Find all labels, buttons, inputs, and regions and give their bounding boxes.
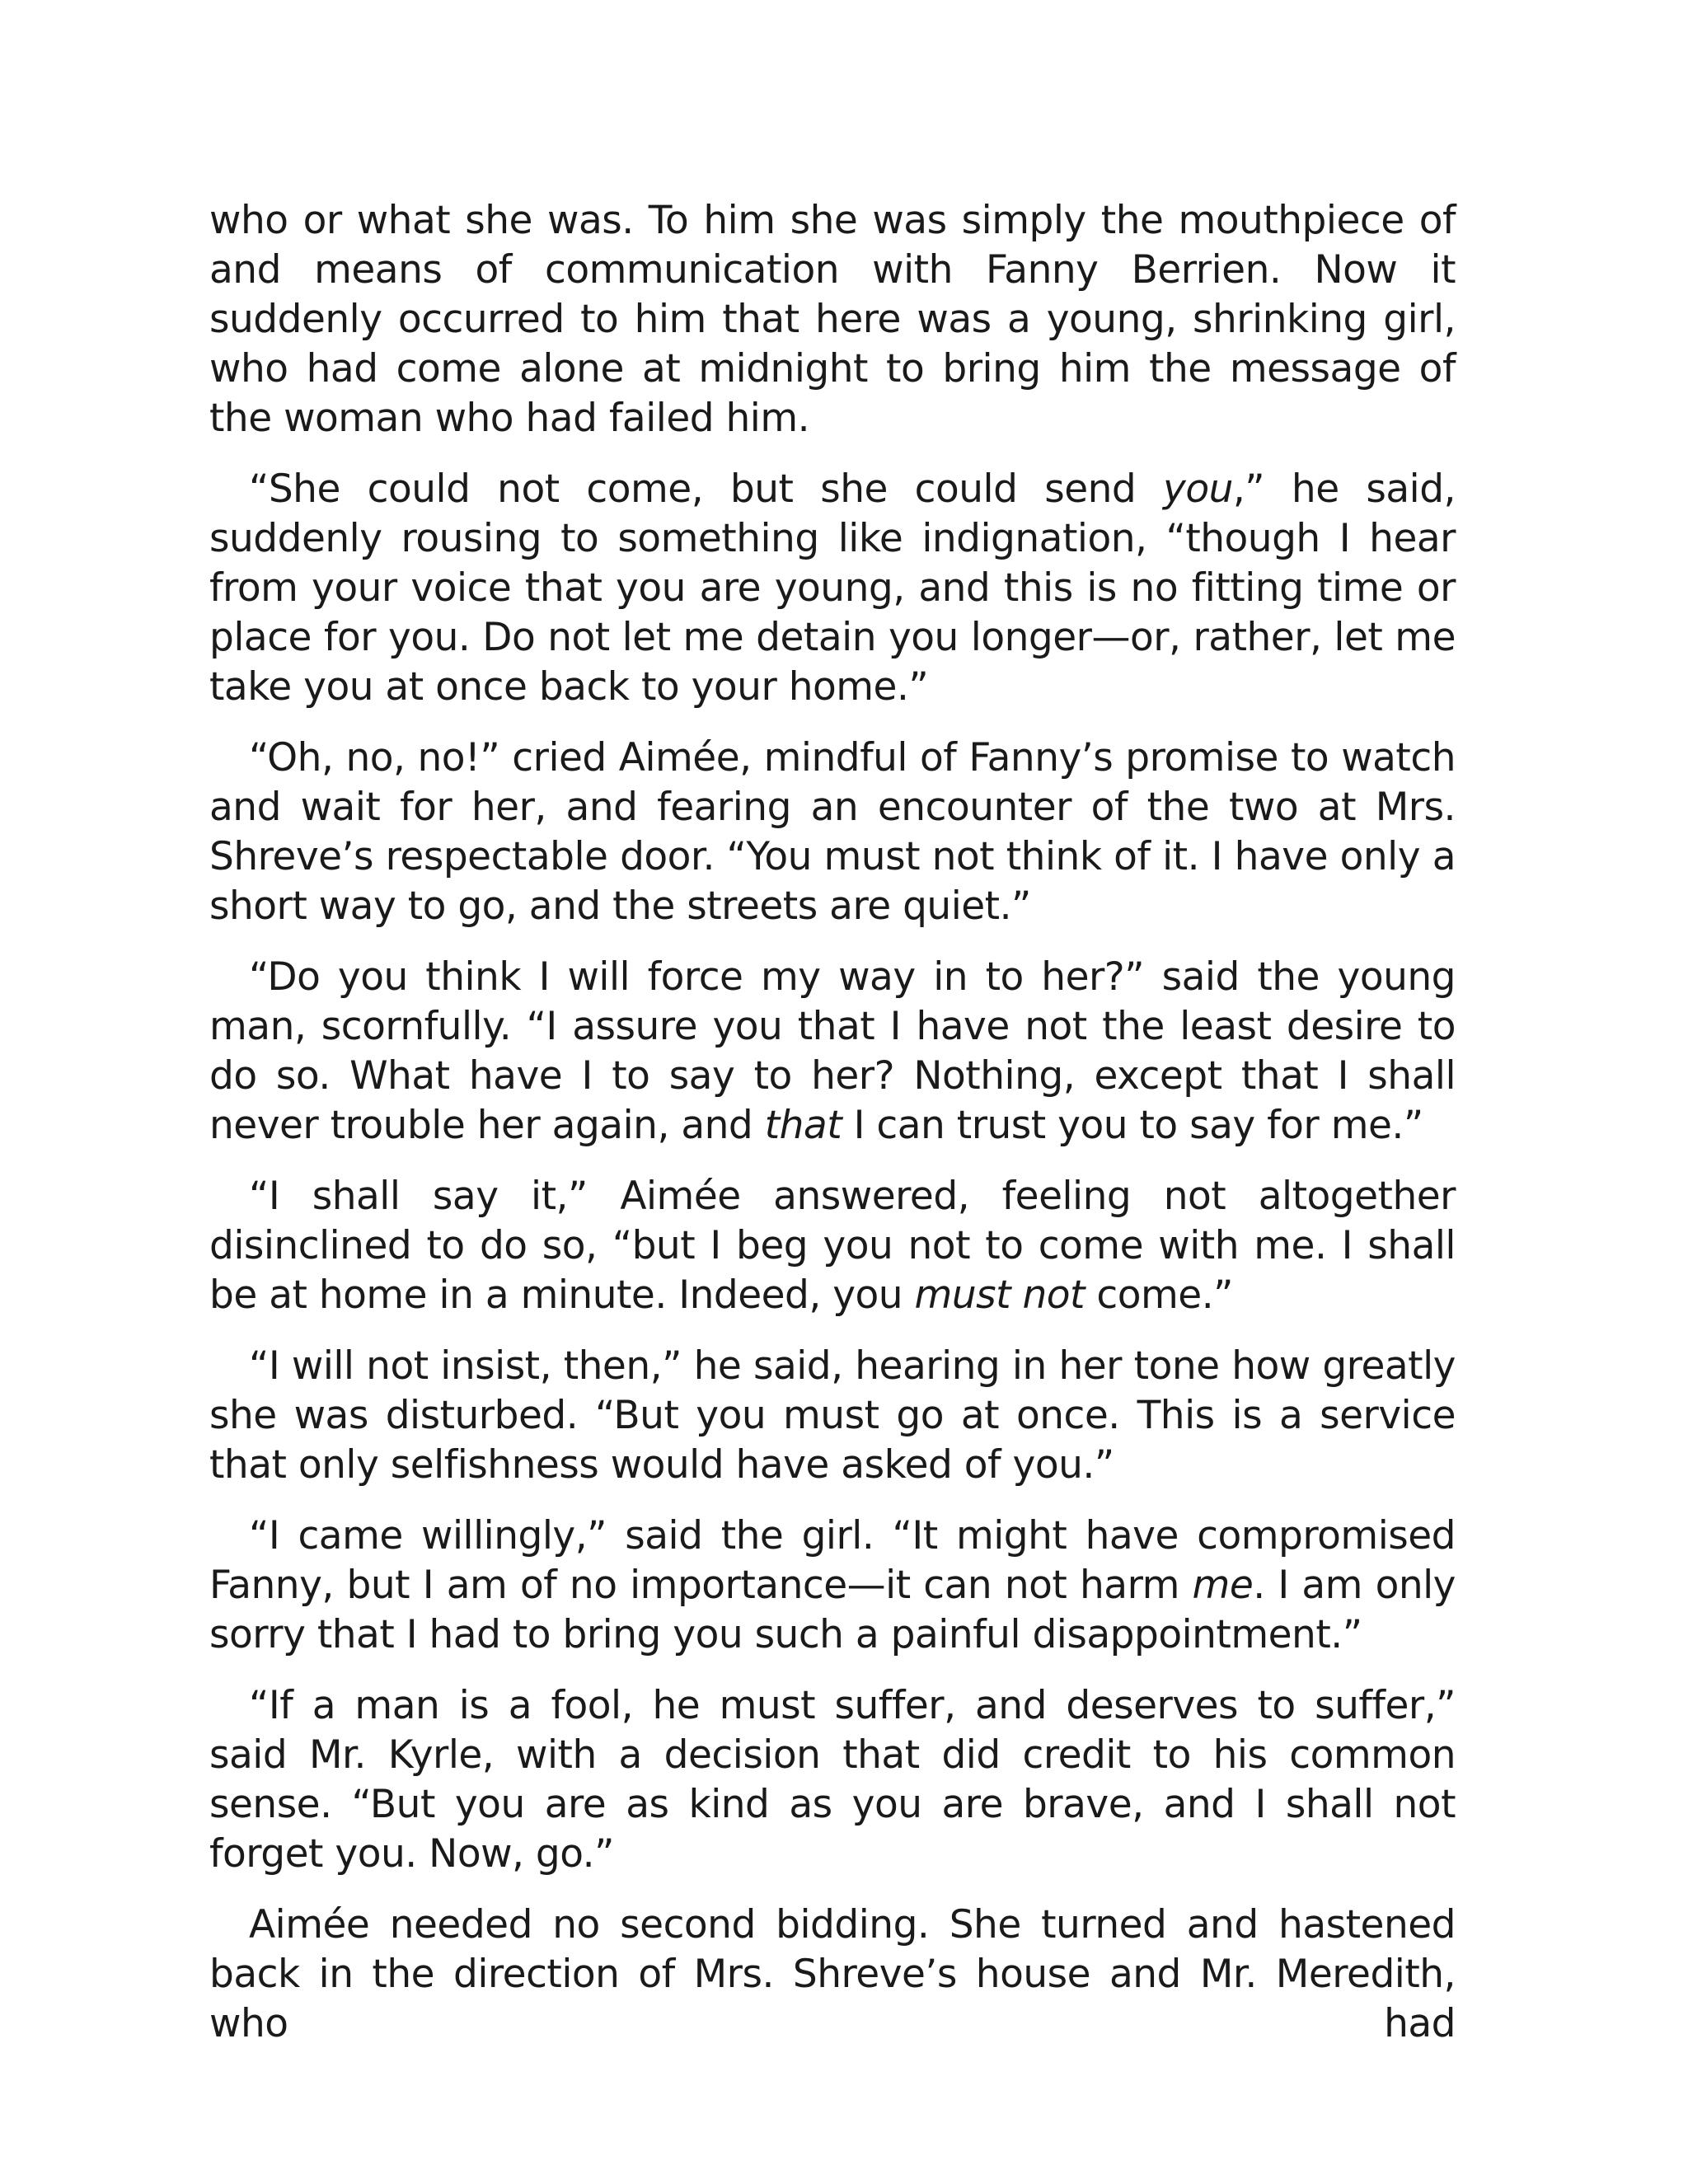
- paragraph-text: I can trust you to say for me.”: [842, 1103, 1423, 1148]
- paragraph-text: come.”: [1084, 1272, 1233, 1318]
- paragraph-text: ,” he said, suddenly rousing to something like indignation, “though I hear from your voice that you are young, and this is no fitting time or place for you. Do not let me detain you longer—or, rather, let me take you at once back to your home.”: [209, 466, 1456, 710]
- italic-emphasis: that: [764, 1103, 842, 1148]
- paragraph-4: [209, 953, 1456, 1151]
- paragraph-text: “She could not come, but she could send: [249, 466, 1163, 512]
- paragraph-text: “Oh, no, no!” cried Aimée, mindful of Fanny’s promise to watch and wait for her, and fearing an encounter of the two at Mrs. Shreve’s respectable door. “You must not think of it. I have only a short way to go, and the streets are quiet.”: [209, 735, 1456, 929]
- paragraph-text: “I came willingly,” said the girl. “It might have compromised Fanny, but I am of no importance—it can not harm: [209, 1513, 1456, 1608]
- italic-emphasis: me: [1192, 1563, 1254, 1608]
- paragraph-1: [209, 196, 1456, 443]
- italic-emphasis: must not: [914, 1272, 1085, 1318]
- paragraph-3: [209, 733, 1456, 931]
- paragraph-2: [209, 465, 1456, 712]
- paragraph-5: [209, 1172, 1456, 1320]
- paragraph-9: [209, 1900, 1456, 2049]
- paragraph-8: [209, 1681, 1456, 1879]
- paragraph-6: [209, 1342, 1456, 1490]
- italic-emphasis: you: [1163, 466, 1233, 512]
- paragraph-7: [209, 1511, 1456, 1660]
- body-text: [209, 196, 1456, 2049]
- paragraph-text: who or what she was. To him she was simply the mouthpiece of and means of communication with Fanny Berrien. Now it suddenly occurred to him that here was a young, shrinking girl, who had come alone at midnight to bring him the message of the woman who had failed him.: [209, 198, 1456, 441]
- paragraph-text: . I am only sorry that I had to bring you such a painful disappointment.”: [209, 1563, 1456, 1657]
- paragraph-text: “I will not insist, then,” he said, hearing in her tone how greatly she was disturbed. “But you must go at once. This is a service that only selfishness would have asked of you.”: [209, 1343, 1456, 1488]
- paragraph-text: “I shall say it,” Aimée answered, feeling not altogether disinclined to do so, “but I beg you not to come with me. I shall be at home in a minute. Indeed, you: [209, 1174, 1456, 1318]
- paragraph-text: “If a man is a fool, he must suffer, and deserves to suffer,” said Mr. Kyrle, with a decision that did credit to his common sense. “But you are as kind as you are brave, and I shall not forget you. Now, go.”: [209, 1683, 1456, 1877]
- paragraph-text: “Do you think I will force my way in to her?” said the young man, scornfully. “I assure you that I have not the least desire to do so. What have I to say to her? Nothing, except that I shall never trouble her again, and: [209, 954, 1456, 1148]
- paragraph-text: Aimée needed no second bidding. She turned and hastened back in the direction of Mrs. Shreve’s house and Mr. Meredith, who had: [209, 1902, 1456, 2046]
